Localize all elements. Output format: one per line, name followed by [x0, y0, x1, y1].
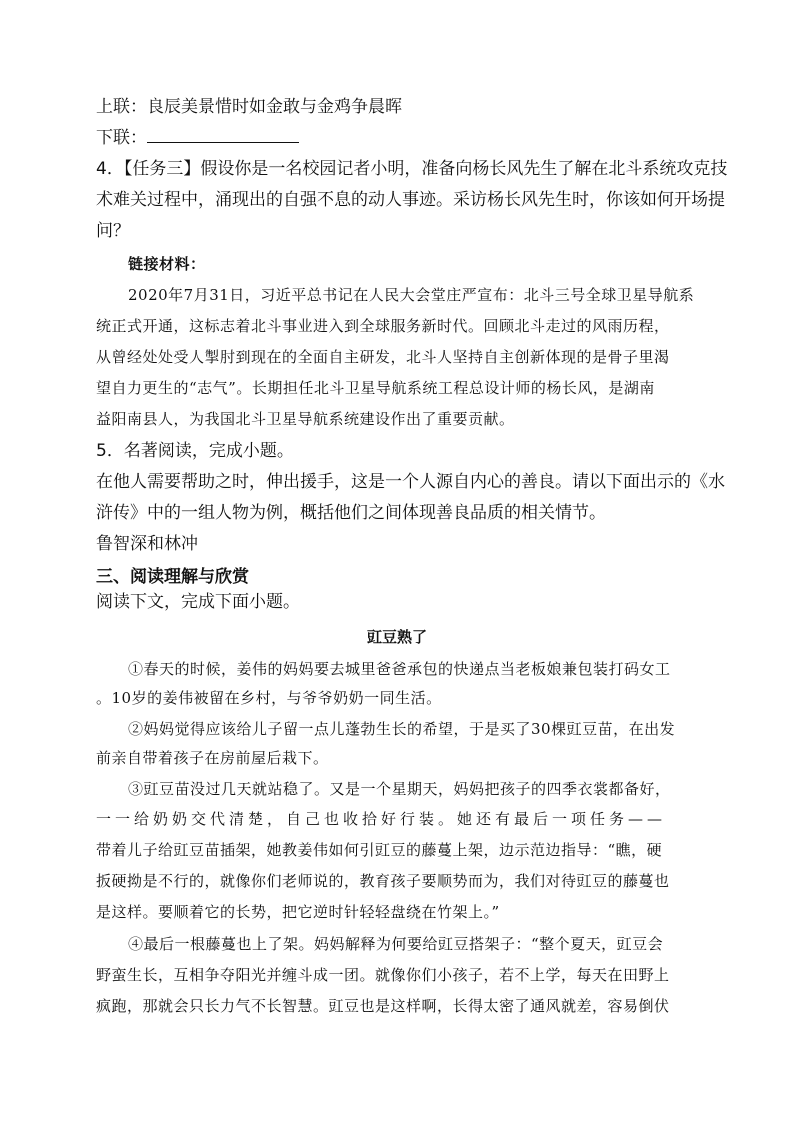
article-line-7: 带着儿子给豇豆苗插架，她教姜伟如何引豇豆的藤蔓上架，边示范边指导：“瞧，硬	[96, 841, 663, 859]
article-line-5: ③豇豆苗没过几天就站稳了。又是一个星期天，妈妈把孩子的四季衣裳都备好，	[128, 780, 671, 798]
article-line-2: 。10岁的姜伟被留在乡村，与爷爷奶奶一同生活。	[96, 689, 442, 707]
couplet-lower-line	[96, 126, 299, 150]
article-title: 豇豆熟了	[366, 628, 427, 646]
article-line-10: ④最后一根藤蔓也上了架。妈妈解释为何要给豇豆搭架子：“整个夏天，豇豆会	[128, 935, 664, 953]
article-line-9: 是这样。要顺着它的长势，把它逆时针轻轻盘绕在竹架上。”	[96, 903, 500, 921]
article-line-8: 扳硬拗是不行的，就像你们老师说的，教育孩子要顺势而为，我们对待豇豆的藤蔓也	[96, 872, 670, 890]
article-line-12: 疯跑，那就会只长力气不长智慧。豇豆也是这样啊，长得太密了通风就差，容易倒伏	[96, 997, 670, 1015]
article-line-4: 前亲自带着孩子在房前屋后栽下。	[96, 749, 329, 767]
question-4-line-1: 4．【任务三】假设你是一名校园记者小明，准备向杨长风先生了解在北斗系统攻克技	[96, 159, 728, 179]
question-4-line-2: 术难关过程中，涌现出的自强不息的动人事迹。采访杨长风先生时，你该如何开场提	[96, 190, 725, 210]
article-line-1: ①春天的时候，姜伟的妈妈要去城里爸爸承包的快递点当老板娘兼包装打码女工	[128, 660, 671, 678]
material-line-4: 望自力更生的“志气”。长期担任北斗卫星导航系统工程总设计师的杨长风，是湖南	[96, 379, 655, 397]
question-5-characters: 鲁智深和林冲	[96, 534, 198, 554]
article-line-6: 一一给奶奶交代清楚，自己也收拾好行装。她还有最后一项任务——	[96, 810, 667, 828]
material-line-1: 2020年7月31日，习近平总书记在人民大会堂庄严宣布：北斗三号全球卫星导航系	[128, 286, 695, 304]
material-line-2: 统正式开通，这标志着北斗事业进入到全球服务新时代。回顾北斗走过的风雨历程，	[96, 317, 670, 335]
material-line-3: 从曾经处处受人掣肘到现在的全面自主研发，北斗人坚持自主创新体现的是骨子里渴	[96, 348, 670, 366]
material-line-5: 益阳南县人，为我国北斗卫星导航系统建设作出了重要贡献。	[96, 410, 515, 428]
material-label: 链接材料：	[128, 255, 206, 273]
question-5-line-2: 在他人需要帮助之时，伸出援手，这是一个人源自内心的善良。请以下面出示的《水	[96, 472, 725, 492]
question-5-line-3: 浒传》中的一组人物为例，概括他们之间体现善良品质的相关情节。	[96, 503, 606, 523]
section-3-instruction: 阅读下文，完成下面小题。	[96, 592, 300, 612]
couplet-upper-line: 上联：良辰美景惜时如金敢与金鸡争晨晖	[96, 97, 402, 117]
article-line-11: 野蛮生长，互相争夺阳光并缠斗成一团。就像你们小孩子，若不上学，每天在田野上	[96, 966, 670, 984]
question-4-line-3: 问？	[96, 221, 130, 241]
question-5-line-1: 5．名著阅读，完成小题。	[96, 441, 294, 461]
article-line-3: ②妈妈觉得应该给儿子留一点儿蓬勃生长的希望，于是买了30棵豇豆苗，在出发	[128, 720, 676, 738]
section-3-heading: 三、阅读理解与欣赏	[96, 567, 249, 587]
answer-blank[interactable]	[147, 126, 299, 143]
couplet-lower-label: 下联：	[96, 128, 147, 148]
